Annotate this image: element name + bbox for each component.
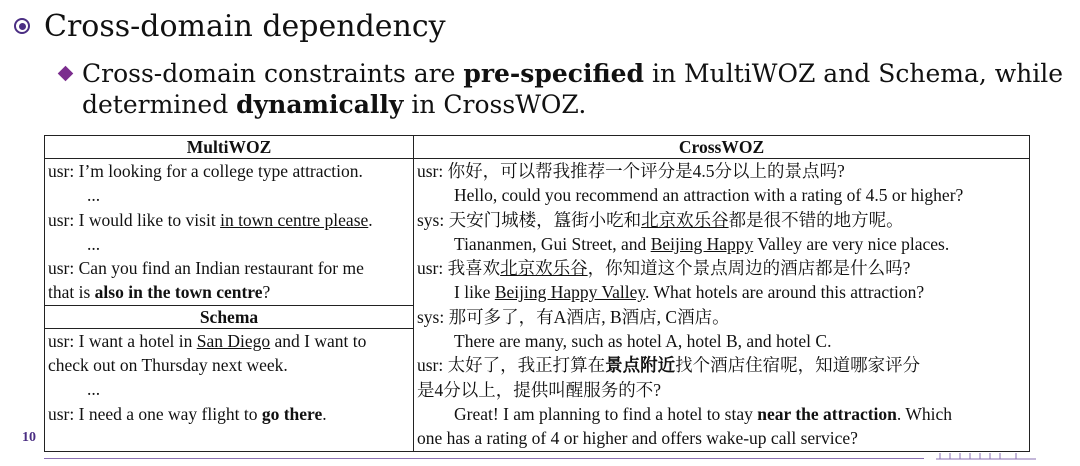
bold-span: go there xyxy=(261,403,323,424)
slide-heading xyxy=(14,8,446,44)
underlined-span: Beijing Happy Valley xyxy=(494,282,646,303)
bold-span: also in the town centre xyxy=(94,282,263,303)
schema-header: Schema xyxy=(45,305,413,329)
table-row: usr: 你好，可以帮我推荐一个评分是4.5分以上的景点吗? xyxy=(417,161,845,181)
underlined-span: in town centre please xyxy=(220,209,369,230)
table-row: 是4分以上，提供叫醒服务的不? xyxy=(417,379,662,400)
footer-decoration-icon xyxy=(936,450,1036,460)
crosswoz-header: CrossWOZ xyxy=(414,136,1029,159)
table-row: I like Beijing Happy Valley. What hotels are around this attraction? xyxy=(454,282,925,303)
table-row: sys: 那可多了，有A酒店, B酒店, C酒店。 xyxy=(417,306,730,327)
table-row: usr: 我喜欢北京欢乐谷，你知道这个景点周边的酒店都是什么吗? xyxy=(417,258,911,279)
right-column xyxy=(414,136,1030,452)
heading-text: Cross-domain dependency xyxy=(44,8,446,44)
table-row: ... xyxy=(87,233,101,254)
underlined-span: 北京欢乐谷 xyxy=(641,209,729,230)
dialogue-comparison-table xyxy=(44,135,1030,452)
left-column xyxy=(45,136,414,452)
table-row: usr: I’m looking for a college type attraction. xyxy=(48,161,363,181)
sub-point xyxy=(60,58,1070,120)
table-row: usr: I would like to visit in town centre please. xyxy=(48,209,373,230)
underlined-span: San Diego xyxy=(196,330,271,351)
bold-span: near the attraction xyxy=(757,403,897,424)
bold-pre-specified: pre-specified xyxy=(463,59,645,88)
table-row: one has a rating of 4 or higher and offers wake-up call service? xyxy=(417,428,858,449)
table-row: sys: 天安门城楼，簋街小吃和北京欢乐谷都是很不错的地方呢。 xyxy=(417,209,904,230)
multiwoz-header: MultiWOZ xyxy=(45,136,413,159)
table-row: that is also in the town centre? xyxy=(48,282,271,303)
table-row: Tiananmen, Gui Street, and Beijing Happy Valley are very nice places. xyxy=(454,233,950,254)
table-row: usr: I want a hotel in San Diego and I want to xyxy=(48,330,367,351)
bold-span: 景点附近 xyxy=(605,355,676,376)
underlined-span: 北京欢乐谷 xyxy=(500,258,588,279)
bold-dynamically: dynamically xyxy=(236,90,404,119)
table-row: Hello, could you recommend an attraction with a rating of 4.5 or higher? xyxy=(454,185,964,206)
table-row: There are many, such as hotel A, hotel B, and hotel C. xyxy=(454,331,832,352)
sub-point-text: Cross-domain constraints are pre-specified in MultiWOZ and Schema, while determined dynamically in CrossWOZ. xyxy=(82,59,1064,119)
footer-rule xyxy=(44,458,924,459)
circle-bullet-icon xyxy=(14,18,30,34)
underlined-span: Beijing Happy xyxy=(650,233,754,254)
page-number: 10 xyxy=(22,430,36,445)
diamond-bullet-icon xyxy=(58,66,74,82)
table-row: usr: 太好了，我正打算在景点附近找个酒店住宿呢，知道哪家评分 xyxy=(417,355,921,376)
table-row: ... xyxy=(87,185,101,206)
table-row: check out on Thursday next week. xyxy=(48,355,288,376)
table-row: usr: I need a one way flight to go there. xyxy=(48,403,327,424)
table-row: usr: Can you find an Indian restaurant for me xyxy=(48,258,364,279)
table-row: Great! I am planning to find a hotel to stay near the attraction. Which xyxy=(454,403,953,424)
table-row: ... xyxy=(87,379,101,400)
